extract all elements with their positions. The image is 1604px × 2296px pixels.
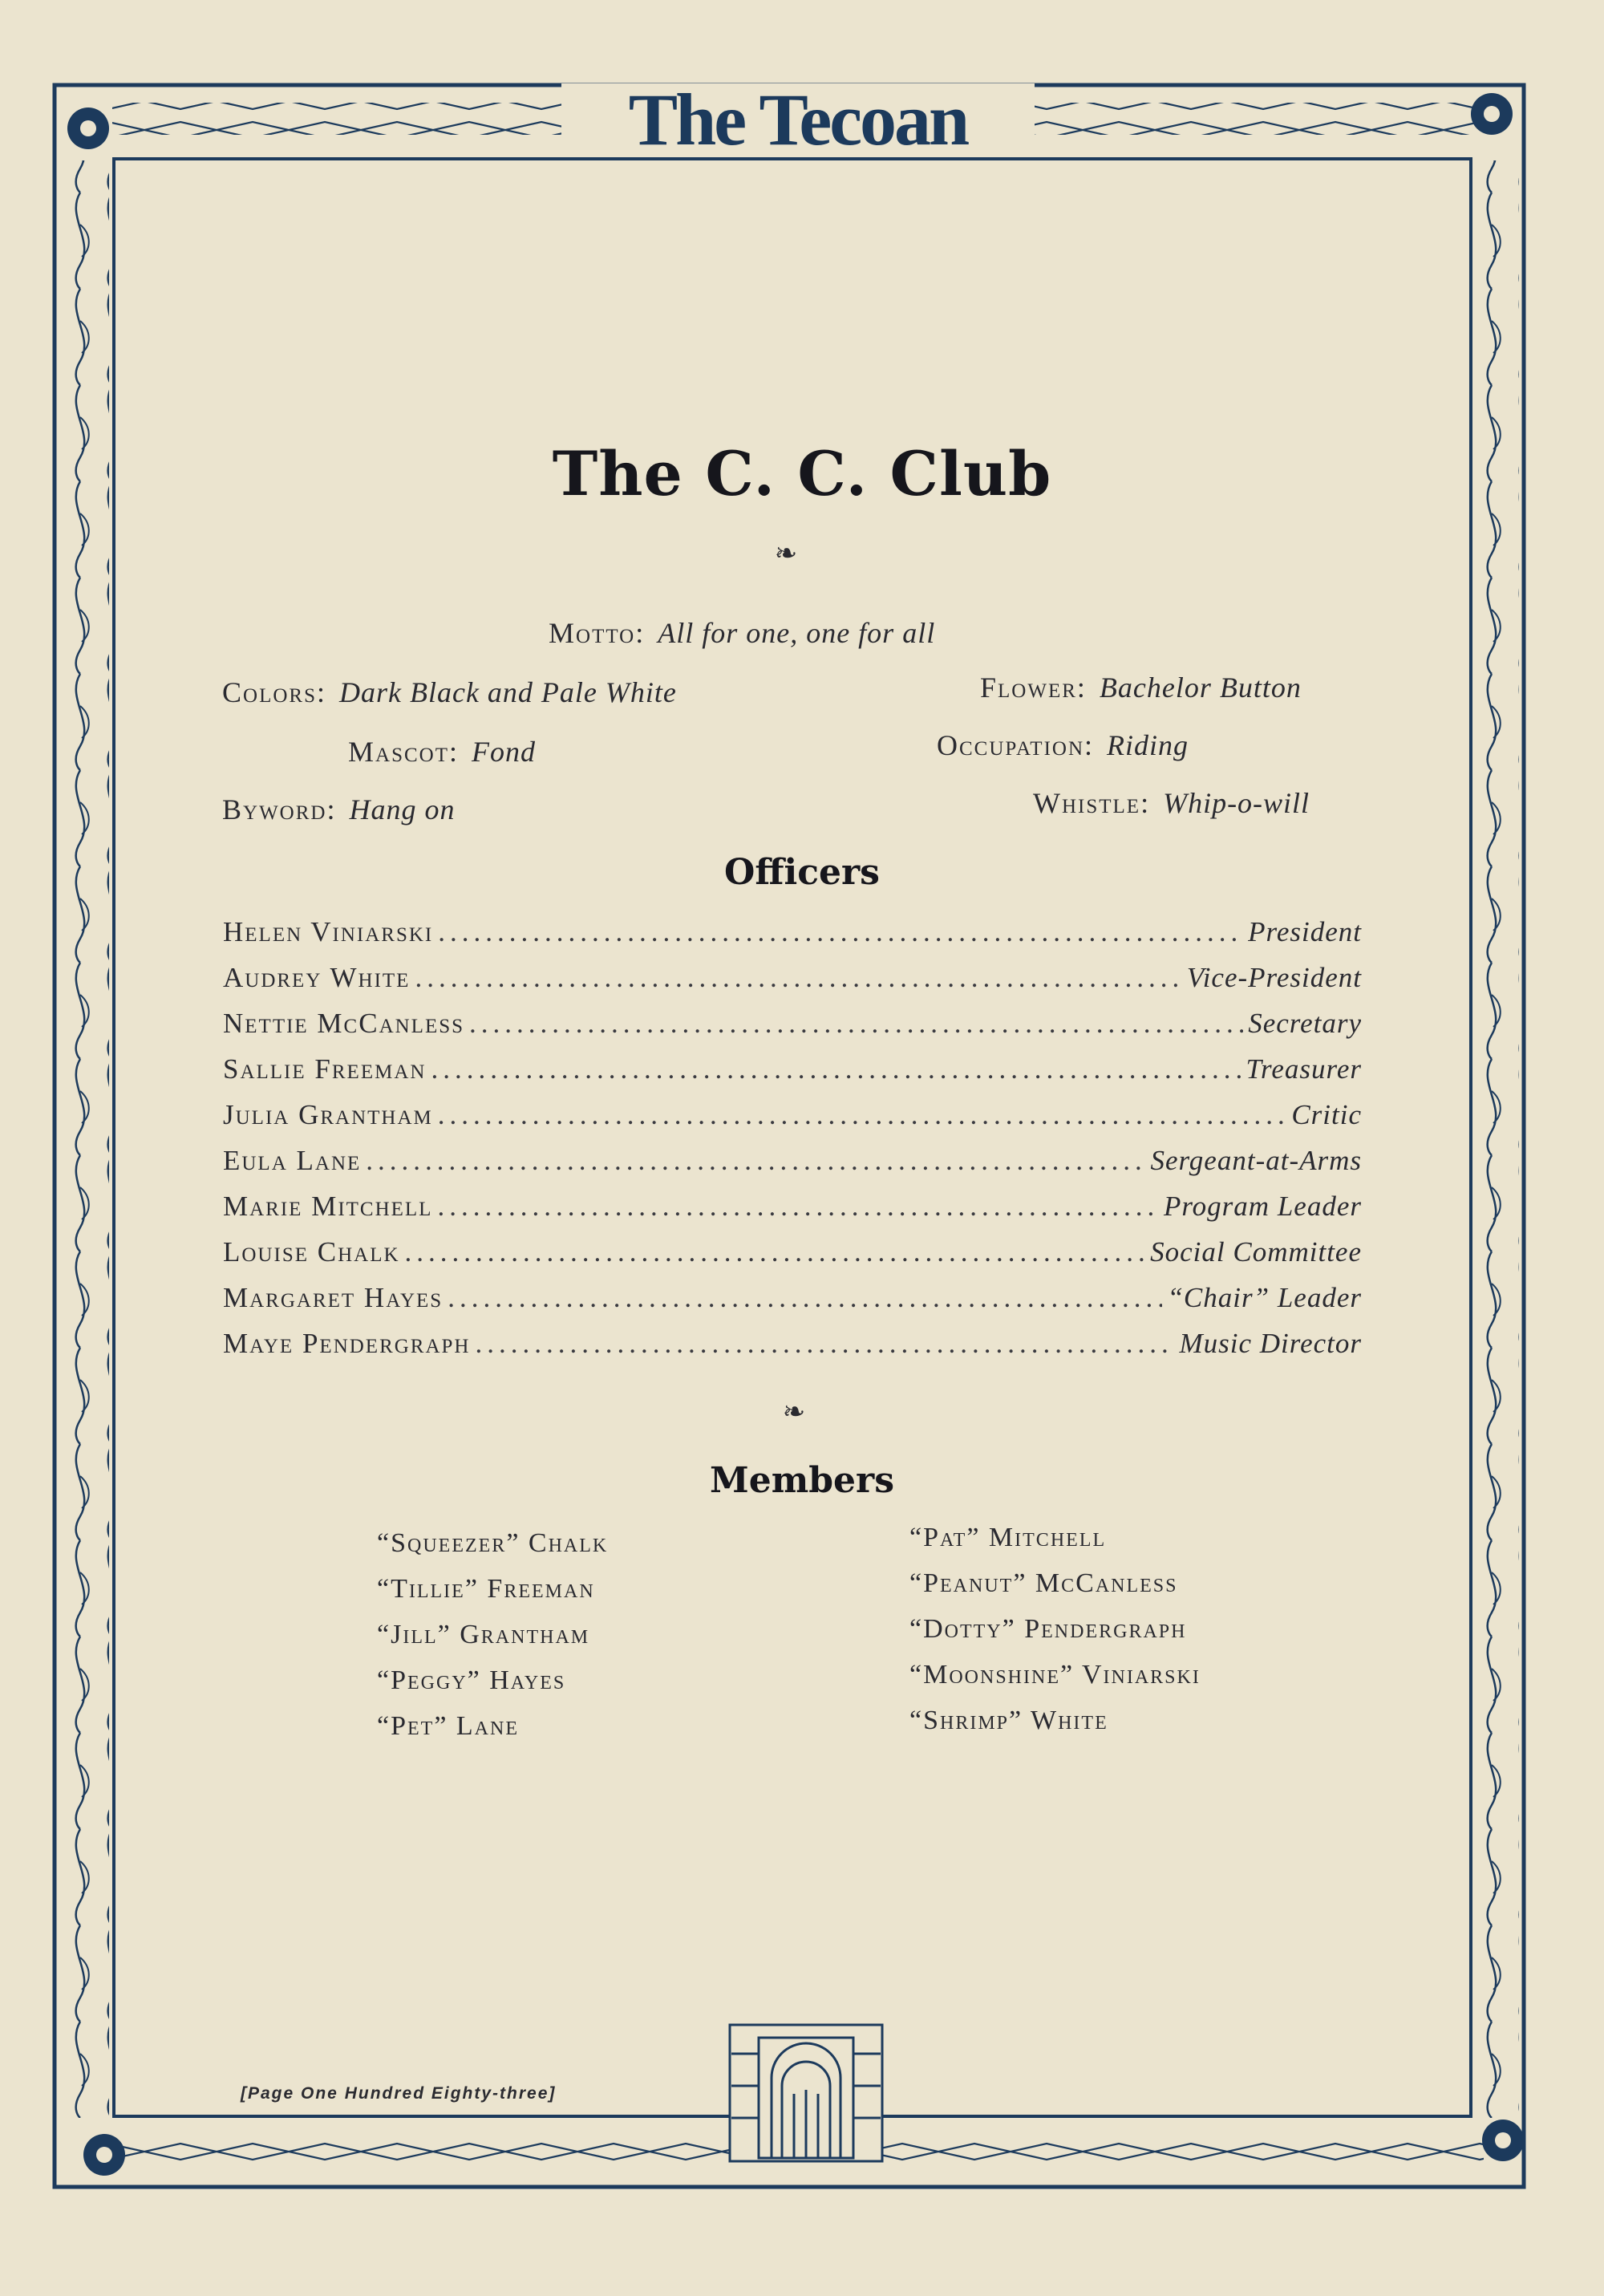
whistle bbox=[1033, 786, 1310, 820]
flower bbox=[980, 671, 1302, 704]
members-heading: Members bbox=[710, 1460, 894, 1501]
occupation bbox=[937, 728, 1189, 762]
member-name: “Jill” Grantham bbox=[377, 1620, 590, 1649]
motto-label: Motto: bbox=[549, 617, 646, 649]
officer-row bbox=[223, 916, 1362, 962]
member-name: “Peggy” Hayes bbox=[377, 1665, 566, 1695]
officer-name: Julia Grantham bbox=[223, 1099, 433, 1130]
masthead-title: The Tecoan bbox=[561, 83, 1035, 156]
officer-row bbox=[223, 1145, 1362, 1191]
officer-name: Louise Chalk bbox=[223, 1236, 400, 1268]
leader-dots bbox=[405, 1236, 1146, 1268]
leader-dots bbox=[438, 1099, 1287, 1131]
officers-list bbox=[223, 916, 1362, 1373]
page-number: [Page One Hundred Eighty-three] bbox=[241, 2084, 557, 2103]
officer-row bbox=[223, 1099, 1362, 1145]
officer-role: “Chair” Leader bbox=[1167, 1282, 1362, 1313]
mascot bbox=[348, 735, 536, 769]
member-name: “Dotty” Pendergraph bbox=[909, 1614, 1187, 1644]
mascot-label: Mascot: bbox=[348, 736, 459, 768]
colors bbox=[222, 675, 677, 709]
members-left-column bbox=[377, 1528, 608, 1757]
colors-value: Dark Black and Pale White bbox=[338, 676, 677, 708]
members-right-column bbox=[909, 1523, 1201, 1751]
doorway-emblem bbox=[730, 2025, 882, 2161]
officer-row bbox=[223, 1328, 1362, 1373]
mascot-value: Fond bbox=[471, 736, 536, 768]
officer-name: Helen Viniarski bbox=[223, 916, 434, 947]
motto bbox=[549, 616, 935, 650]
colors-label: Colors: bbox=[222, 676, 326, 708]
whistle-value: Whip-o-will bbox=[1163, 787, 1310, 819]
officer-role: Sergeant-at-Arms bbox=[1150, 1145, 1362, 1176]
leader-dots bbox=[448, 1282, 1162, 1314]
byword-value: Hang on bbox=[349, 793, 456, 826]
member-name: “Pet” Lane bbox=[377, 1711, 520, 1741]
officer-name: Margaret Hayes bbox=[223, 1282, 444, 1313]
whistle-label: Whistle: bbox=[1033, 787, 1151, 819]
officer-role: Secretary bbox=[1248, 1008, 1362, 1039]
officer-name: Audrey White bbox=[223, 962, 411, 993]
officer-name: Nettie McCanless bbox=[223, 1008, 465, 1039]
officer-role: President bbox=[1248, 916, 1362, 947]
ornament-leaf-icon: ❧ bbox=[774, 539, 798, 569]
occupation-label: Occupation: bbox=[937, 729, 1095, 761]
ornament-leaf-icon: ❧ bbox=[782, 1397, 806, 1427]
officer-role: Treasurer bbox=[1246, 1053, 1362, 1085]
member-name: “Moonshine” Viniarski bbox=[909, 1660, 1201, 1690]
leader-dots bbox=[438, 916, 1243, 948]
officer-role: Vice-President bbox=[1186, 962, 1362, 993]
officer-row bbox=[223, 962, 1362, 1008]
motto-value: All for one, one for all bbox=[658, 617, 936, 649]
leader-dots bbox=[469, 1008, 1243, 1040]
byword bbox=[222, 793, 455, 826]
byword-label: Byword: bbox=[222, 793, 337, 826]
officer-row bbox=[223, 1053, 1362, 1099]
leader-dots bbox=[476, 1328, 1175, 1360]
officer-role: Social Committee bbox=[1150, 1236, 1362, 1268]
flower-label: Flower: bbox=[980, 671, 1087, 704]
club-title: The C. C. Club bbox=[552, 438, 1052, 509]
member-name: “Pat” Mitchell bbox=[909, 1523, 1107, 1552]
member-name: “Peanut” McCanless bbox=[909, 1568, 1178, 1598]
officer-row bbox=[223, 1191, 1362, 1236]
officer-row bbox=[223, 1008, 1362, 1053]
officer-role: Music Director bbox=[1179, 1328, 1362, 1359]
flower-value: Bachelor Button bbox=[1099, 671, 1302, 704]
officer-row bbox=[223, 1282, 1362, 1328]
member-name: “Shrimp” White bbox=[909, 1706, 1108, 1735]
officer-name: Marie Mitchell bbox=[223, 1191, 433, 1222]
leader-dots bbox=[431, 1053, 1241, 1085]
leader-dots bbox=[366, 1145, 1145, 1177]
officer-role: Critic bbox=[1291, 1099, 1362, 1130]
officers-heading: Officers bbox=[724, 852, 880, 893]
occupation-value: Riding bbox=[1107, 729, 1189, 761]
officer-row bbox=[223, 1236, 1362, 1282]
member-name: “Squeezer” Chalk bbox=[377, 1528, 609, 1558]
officer-name: Maye Pendergraph bbox=[223, 1328, 471, 1359]
leader-dots bbox=[437, 1191, 1159, 1223]
officer-name: Sallie Freeman bbox=[223, 1053, 427, 1085]
leader-dots bbox=[415, 962, 1181, 994]
member-name: “Tillie” Freeman bbox=[377, 1574, 595, 1604]
officer-role: Program Leader bbox=[1163, 1191, 1362, 1222]
officer-name: Eula Lane bbox=[223, 1145, 362, 1176]
